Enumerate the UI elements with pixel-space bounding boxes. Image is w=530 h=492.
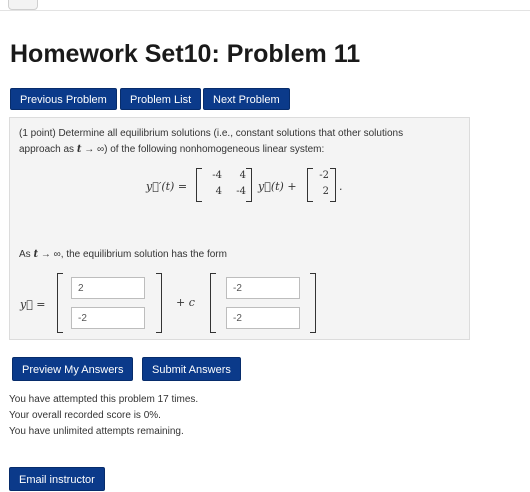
question-text-a: As bbox=[19, 249, 34, 260]
matrix-right-bracket bbox=[246, 168, 252, 202]
previous-problem-button[interactable]: Previous Problem bbox=[10, 88, 117, 110]
intro-text-c: → ∞) of the following nonhomogeneous linear system: bbox=[81, 144, 325, 155]
top-tab[interactable] bbox=[8, 0, 38, 10]
answer-v1-top-input[interactable] bbox=[71, 277, 145, 299]
equation-end: . bbox=[339, 180, 343, 193]
question-text bbox=[19, 247, 227, 262]
intro-text-a: approach as bbox=[19, 144, 77, 155]
intro-var-t: t bbox=[76, 144, 82, 155]
answer-v1-left-bracket bbox=[57, 273, 63, 333]
vector-right-bracket bbox=[330, 168, 336, 202]
problem-intro-line1: (1 point) Determine all equilibrium solutions (i.e., constant solutions that other solutions bbox=[19, 128, 404, 139]
problem-box bbox=[9, 117, 470, 340]
attempts-status: You have attempted this problem 17 times. bbox=[9, 394, 199, 405]
answer-v2-right-bracket bbox=[310, 273, 316, 333]
submit-answers-button[interactable]: Submit Answers bbox=[142, 357, 241, 381]
matrix-a22: -4 bbox=[236, 186, 246, 197]
problem-list-button[interactable]: Problem List bbox=[120, 88, 201, 110]
answer-v2-left-bracket bbox=[210, 273, 216, 333]
answer-v2-bottom-input[interactable] bbox=[226, 307, 300, 329]
next-problem-button[interactable]: Next Problem bbox=[203, 88, 290, 110]
preview-answers-button[interactable]: Preview My Answers bbox=[12, 357, 133, 381]
problem-intro-line2 bbox=[19, 142, 324, 157]
email-instructor-button[interactable]: Email instructor bbox=[9, 467, 105, 491]
plus-c: + c bbox=[176, 296, 195, 309]
score-status: Your overall recorded score is 0%. bbox=[9, 410, 161, 421]
vector-b2: 2 bbox=[322, 186, 329, 197]
matrix-a21: 4 bbox=[215, 186, 222, 197]
equation-mid: y⃗(t) + bbox=[258, 180, 297, 193]
question-text-c: → ∞, the equilibrium solution has the form bbox=[38, 249, 227, 260]
answer-lhs: y⃗ = bbox=[20, 298, 46, 311]
question-var-t: t bbox=[33, 249, 39, 260]
matrix-a12: 4 bbox=[239, 170, 246, 181]
top-bar bbox=[0, 0, 530, 11]
equation-lhs: y⃗′(t) = bbox=[146, 180, 188, 193]
answer-v1-bottom-input[interactable] bbox=[71, 307, 145, 329]
page-title: Homework Set10: Problem 11 bbox=[10, 40, 361, 68]
answer-v2-top-input[interactable] bbox=[226, 277, 300, 299]
vector-b1: -2 bbox=[319, 170, 329, 181]
matrix-a11: -4 bbox=[212, 170, 222, 181]
remaining-status: You have unlimited attempts remaining. bbox=[9, 426, 184, 437]
answer-v1-right-bracket bbox=[156, 273, 162, 333]
